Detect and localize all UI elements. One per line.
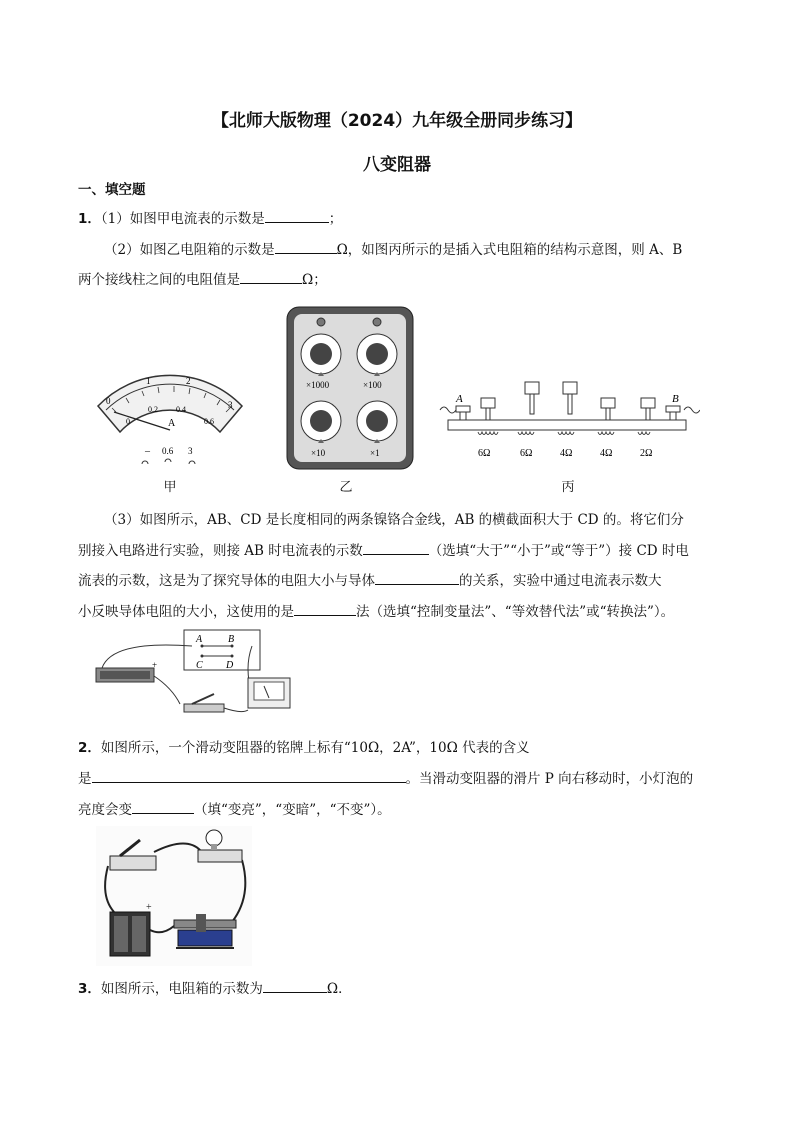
q1-number: 1． bbox=[78, 211, 101, 227]
nichrome-circuit-figure bbox=[92, 628, 302, 724]
document-title: 【北师大版物理（2024）九年级全册同步练习】 bbox=[211, 111, 583, 131]
circuit-label-b: B bbox=[228, 634, 235, 645]
q1-p3-blank3[interactable] bbox=[294, 601, 356, 616]
q3-suffix: Ω． bbox=[326, 981, 352, 997]
q1-p3-line2 bbox=[78, 540, 689, 561]
q2-line1-text: 如图所示，一个滑动变阻器的铭牌上标有“10Ω，2A”，10Ω 代表的含义 bbox=[100, 740, 530, 756]
plug-end-a: A bbox=[456, 393, 463, 405]
plug-value-1: 6Ω bbox=[478, 448, 491, 459]
fig-label-jia: 甲 bbox=[163, 480, 177, 495]
q2-line1 bbox=[78, 738, 530, 758]
q1-part2 bbox=[104, 239, 682, 260]
q1-p2-blank2[interactable] bbox=[240, 269, 302, 284]
q2-blank1[interactable] bbox=[92, 768, 406, 783]
svg-text:+: + bbox=[146, 902, 152, 913]
fig-label-yi: 乙 bbox=[339, 480, 353, 495]
q1-p3-blank2[interactable] bbox=[375, 570, 459, 585]
dial-1000 bbox=[301, 334, 341, 374]
fig-label-bing: 丙 bbox=[561, 480, 575, 495]
q3-line bbox=[78, 978, 352, 999]
plug-end-b: B bbox=[672, 393, 679, 405]
rheostat-circuit-figure bbox=[96, 826, 252, 966]
ammeter-bottom-0: 0 bbox=[126, 417, 130, 426]
terminal-minus: – bbox=[145, 446, 150, 457]
dial-100 bbox=[357, 334, 397, 374]
ammeter-bottom-06: 0.6 bbox=[204, 417, 214, 426]
plug-value-3: 4Ω bbox=[560, 448, 573, 459]
q1-p2-blank1[interactable] bbox=[275, 239, 337, 254]
q1-p1-text: （1）如图甲电流表的示数是 bbox=[100, 211, 265, 227]
q1-p1-blank[interactable] bbox=[265, 208, 329, 223]
ammeter-figure bbox=[92, 368, 248, 472]
dial-label-10: ×10 bbox=[311, 448, 326, 458]
plug-value-5: 2Ω bbox=[640, 448, 653, 459]
plug-value-4: 4Ω bbox=[600, 448, 613, 459]
q1-p3-line1: （3）如图所示，AB、CD 是长度相同的两条镍铬合金线，AB 的横截面积大于 CD 的。将它们分 bbox=[104, 512, 684, 528]
circuit-label-d: D bbox=[226, 660, 234, 671]
svg-text:+: + bbox=[152, 660, 158, 670]
q3-blank[interactable] bbox=[263, 978, 327, 993]
q1-part2-line2 bbox=[78, 269, 327, 290]
circuit-label-a: A bbox=[196, 634, 203, 645]
q1-part1 bbox=[78, 208, 342, 229]
dial-1 bbox=[357, 401, 397, 441]
q1-p3-line3-suffix: 的关系，实验中通过电流表示数大 bbox=[459, 573, 662, 589]
q2-blank2[interactable] bbox=[132, 799, 194, 814]
q2-line2 bbox=[78, 768, 693, 789]
q1-p3-line3 bbox=[78, 570, 662, 591]
ammeter-top-2: 2 bbox=[186, 376, 191, 386]
ammeter-bottom-02: 0.2 bbox=[148, 405, 158, 414]
q1-p3-line3-text: 流表的示数，这是为了探究导体的电阻大小与导体 bbox=[78, 573, 375, 589]
q1-p3-line2-suffix: （选填“大于”“小于”或“等于”）接 CD 时电 bbox=[428, 543, 689, 559]
dial-label-1: ×1 bbox=[370, 448, 380, 458]
q2-line3-suffix: （填“变亮”，“变暗”，“不变”）。 bbox=[194, 802, 391, 818]
terminal-3: 3 bbox=[188, 446, 193, 456]
ammeter-top-0: 0 bbox=[106, 396, 111, 406]
q2-line3-text: 亮度会变 bbox=[78, 802, 132, 818]
dial-10 bbox=[301, 401, 341, 441]
lesson-title: 八变阻器 bbox=[363, 155, 431, 175]
dial-label-100: ×100 bbox=[363, 380, 382, 390]
ammeter-unit: A bbox=[168, 418, 176, 429]
circuit-label-c: C bbox=[196, 660, 203, 671]
q1-p2-line2-suffix: Ω； bbox=[302, 272, 327, 288]
ammeter-top-1: 1 bbox=[146, 376, 151, 386]
q3-text: 如图所示，电阻箱的示数为 bbox=[100, 981, 263, 997]
ammeter-top-3: 3 bbox=[228, 400, 233, 410]
section-heading: 一、填空题 bbox=[78, 182, 146, 198]
q2-line2-suffix: 。当滑动变阻器的滑片 P 向右移动时，小灯泡的 bbox=[405, 771, 694, 787]
q1-p3-line4 bbox=[78, 601, 674, 622]
terminal-06: 0.6 bbox=[162, 446, 174, 456]
q1-p1-suffix: ； bbox=[328, 211, 343, 227]
dial-label-1000: ×1000 bbox=[306, 380, 330, 390]
q3-number: 3． bbox=[78, 981, 101, 997]
resistance-box-figure bbox=[286, 306, 414, 470]
plug-box-figure bbox=[438, 376, 700, 462]
q2-line3 bbox=[78, 799, 391, 820]
q1-p2-suffix: Ω，如图丙所示的是插入式电阻箱的结构示意图，则 A、B bbox=[336, 242, 683, 258]
q1-p2-line2-text: 两个接线柱之间的电阻值是 bbox=[78, 272, 240, 288]
q1-p3-line4-suffix: 法（选填“控制变量法”、“等效替代法”或“转换法”）。 bbox=[356, 604, 675, 620]
q1-p3-blank1[interactable] bbox=[363, 540, 429, 555]
q1-p3-line2-text: 别接入电路进行实验，则接 AB 时电流表的示数 bbox=[78, 543, 363, 559]
ammeter-bottom-04: 0.4 bbox=[176, 405, 186, 414]
q1-p3-line4-text: 小反映导体电阻的大小，这使用的是 bbox=[78, 604, 294, 620]
q2-number: 2． bbox=[78, 740, 101, 756]
plug-value-2: 6Ω bbox=[520, 448, 533, 459]
q1-p2-text: （2）如图乙电阻箱的示数是 bbox=[104, 242, 275, 258]
q2-line2-text: 是 bbox=[78, 771, 92, 787]
